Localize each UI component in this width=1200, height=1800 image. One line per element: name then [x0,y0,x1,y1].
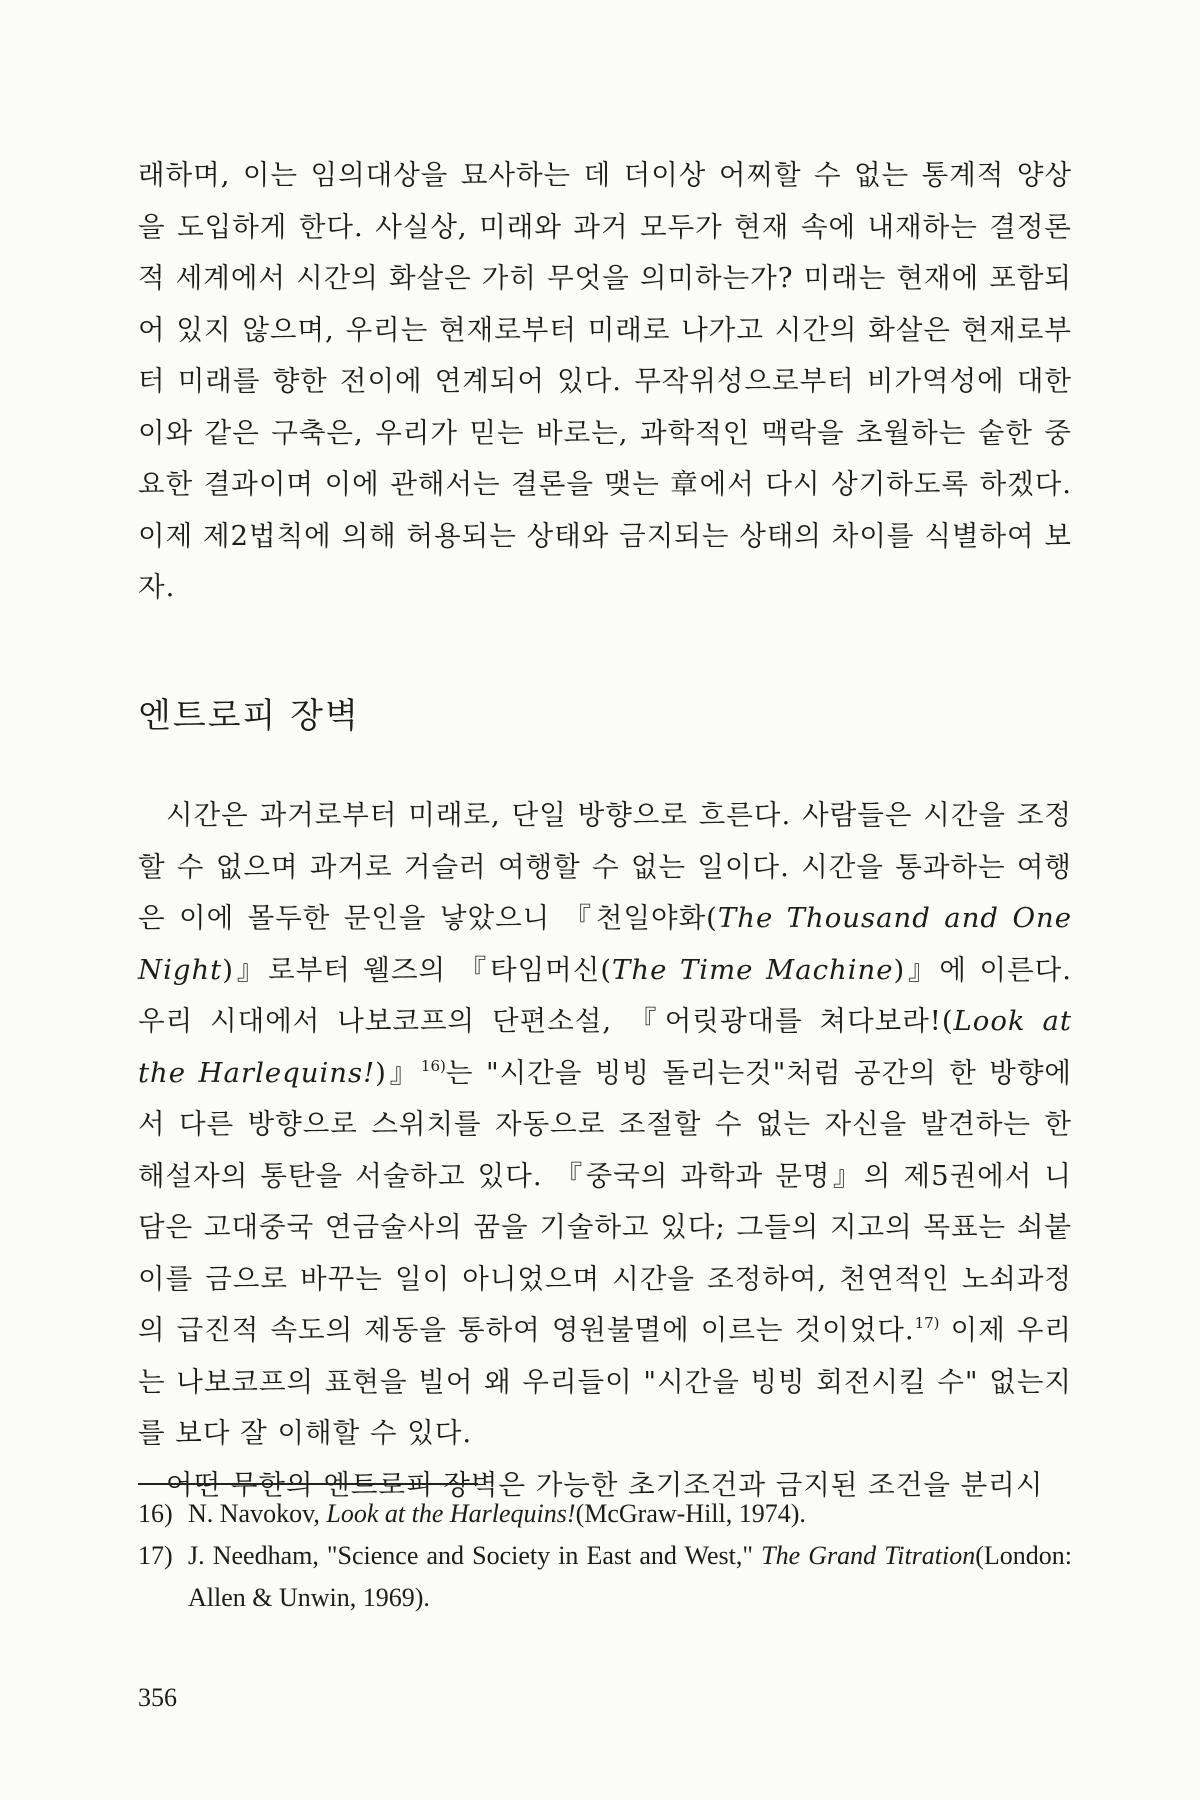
text-run: 는 "시간을 빙빙 돌리는것"처럼 공간의 한 방향에서 다른 방향으로 스위치를 자동으로 조절할 수 없는 자신을 발견하는 한 해설자의 통탄을 서술하고 있다. 『중국의 과학과 문명』의 제5권에서 니담은 고대중국 연금술사의 꿈을 기술하고 있다; 그들의 지고의 목표는 쇠붙이를 금으로 바꾸는 일이 아니었으며 시간을 조정하여, 천연적인 노쇠과정의 급진적 속도의 제동을 통하여 영원불멸에 이르는 것이었다. [138,1056,1073,1346]
paragraph: 래하며, 이는 임의대상을 묘사하는 데 더이상 어찌할 수 없는 통계적 양상을 도입하게 한다. 사실상, 미래와 과거 모두가 현재 속에 내재하는 결정론적 세계에서 시간의 화살은 가히 무엇을 의미하는가? 미래는 현재에 포함되어 있지 않으며, 우리는 현재로부터 미래로 나가고 시간의 화살은 현재로부터 미래를 향한 전이에 연계되어 있다. 무작위성으로부터 비가역성에 대한 이와 같은 구축은, 우리가 믿는 바로는, 과학적인 맥락을 초월하는 숱한 중요한 결과이며 이에 관해서는 결론을 맺는 章에서 다시 상기하도록 하겠다. 이제 제2법칙에 의해 허용되는 상태와 금지되는 상태의 차이를 식별하여 보자. [138,159,1072,603]
text-run: )』에 이른다. 우리 시대에서 나보코프의 단편소설, 『어릿광대를 쳐다보라!( [138,953,1072,1037]
footnote-number: 16) [138,1499,173,1528]
footnote-text: N. Navokov, [188,1499,327,1528]
footnote-number: 17) [138,1541,173,1570]
italic-title: Look at the Harlequins! [138,1005,1072,1089]
intro-block [138,150,1072,614]
footnote [138,1493,1072,1535]
page-number: 356 [138,1683,177,1712]
section-body [138,790,1072,1511]
text-run: 시간은 과거로부터 미래로, 단일 방향으로 흐른다. 사람들은 시간을 조정할 수 없으며 과거로 거슬러 여행할 수 없는 일이다. 시간을 통과하는 여행은 이에 몰두한 문인을 낳았으니 『천일야화( [138,799,1072,934]
paragraph: 어떤 무한의 엔트로피 장벽은 가능한 초기조건과 금지된 조건을 분리시 [166,1468,1044,1501]
paragraph [138,790,1072,1460]
section-heading: 엔트로피 장벽 [138,696,360,736]
text-run: 이제 우리는 나보코프의 표현을 빌어 왜 우리들이 "시간을 빙빙 회전시킬 수" 없는지를 보다 잘 이해할 수 있다. [138,1314,1072,1449]
footnote-ref: 17) [914,1314,940,1332]
footnote-divider [138,1483,478,1485]
footnote-ref: 16) [420,1056,446,1075]
footnote [138,1535,1072,1619]
footnote-title: Look at the Harlequins! [326,1499,576,1528]
footnote-text: (London: Allen & Unwin, 1969). [188,1541,1073,1612]
text-run: )』 [375,1056,421,1089]
footnotes [138,1493,1072,1619]
footnote-text: (McGraw-Hill, 1974). [575,1499,806,1528]
footnote-text: J. Needham, "Science and Society in East and West," [188,1541,762,1570]
italic-title: The Time Machine [612,953,894,986]
footnote-title: The Grand Titration [761,1541,976,1570]
text-run: )』로부터 웰즈의 『타임머신( [222,953,613,986]
italic-title: The Thousand and One Night [138,902,1072,986]
